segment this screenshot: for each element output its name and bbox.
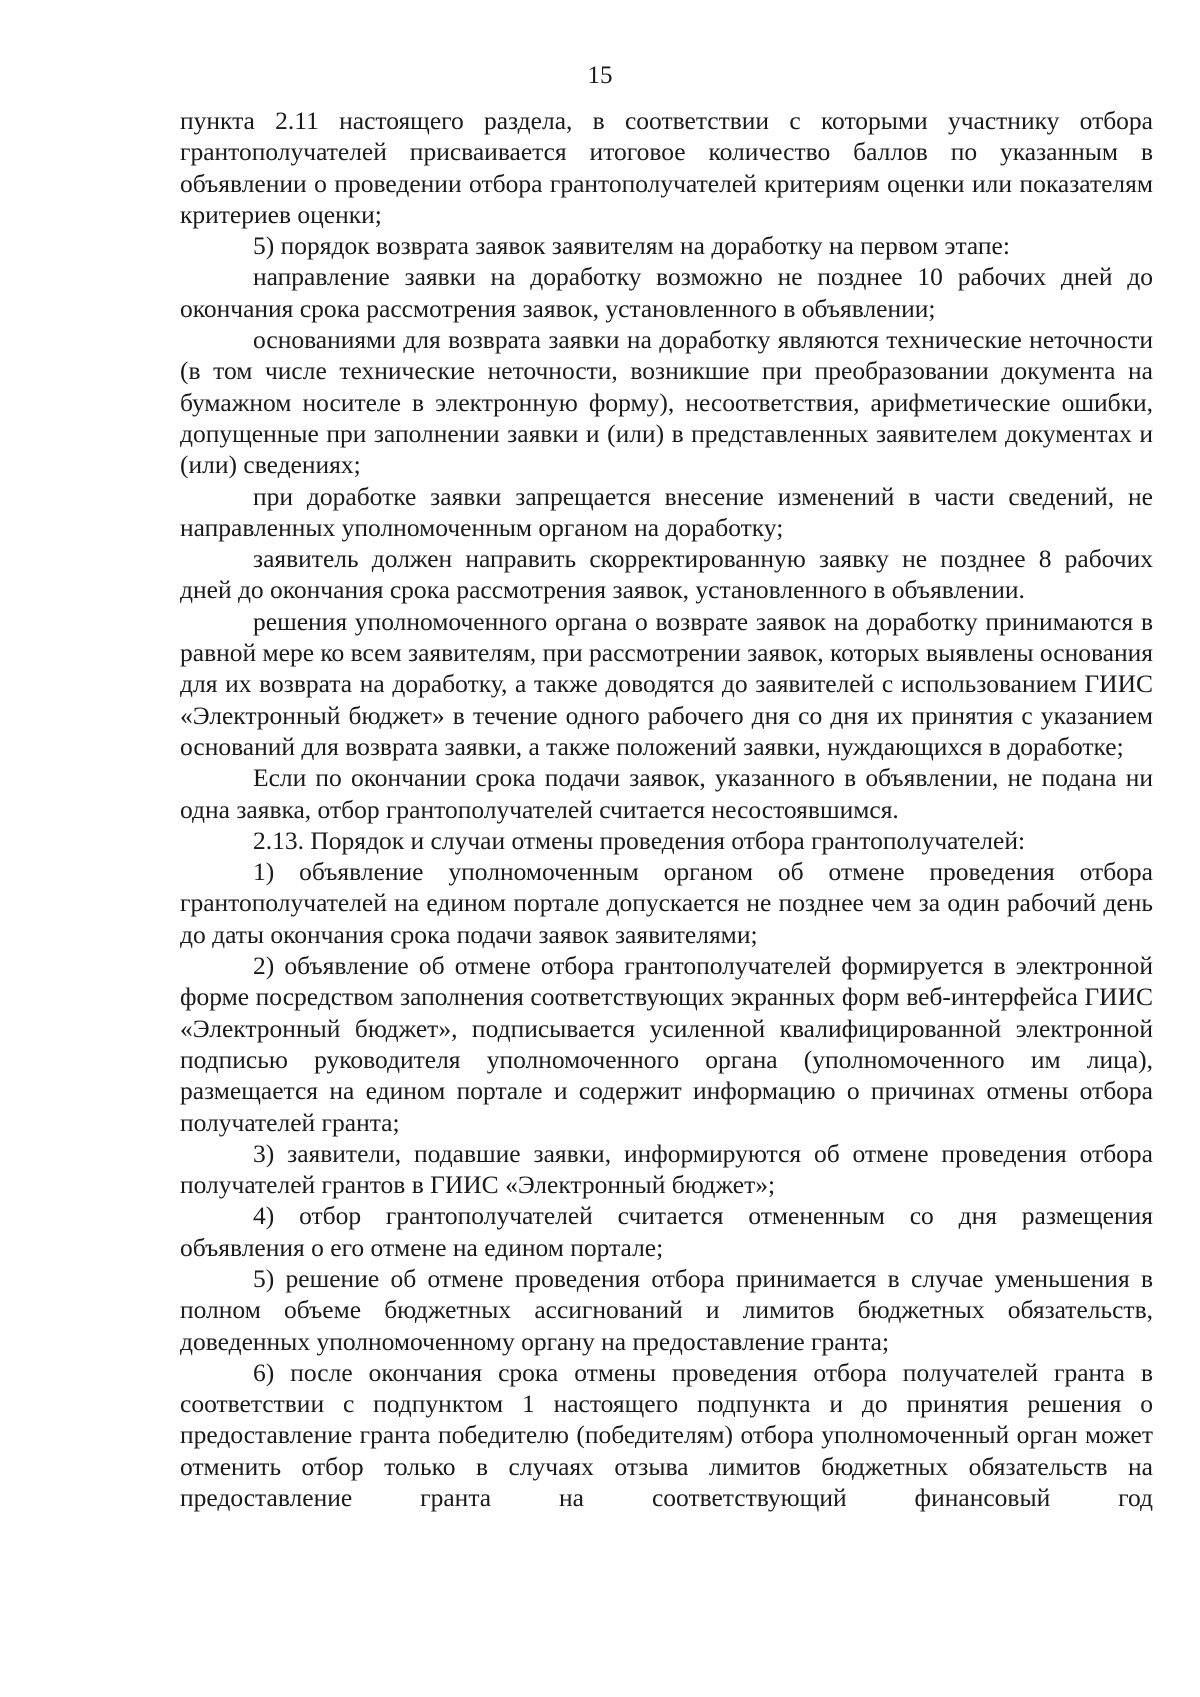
paragraph-cancellation-4: 4) отбор грантополучателей считается отмененным со дня размещения объявления о его отмене на едином портале; — [180, 1201, 1153, 1262]
paragraph-resubmission-deadline: заявитель должен направить скорректированную заявку не позднее 8 рабочих дней до окончания срока рассмотрения заявок, установленного в объявлении. — [180, 544, 1153, 605]
document-body — [180, 105, 1153, 1513]
paragraph-return-grounds: основаниями для возврата заявки на доработку являются технические неточности (в том числе технические неточности, возникшие при преобразовании документа на бумажном носителе в электронную форму), несоответствия, арифметические ошибки, допущенные при заполнении заявки и (или) в представленных заявителем документах и (или) сведениях; — [180, 325, 1153, 480]
section-heading-2-13: 2.13. Порядок и случаи отмены проведения отбора грантополучателей: — [253, 825, 1026, 855]
paragraph-cancellation-5: 5) решение об отмене проведения отбора принимается в случае уменьшения в полном объеме бюджетных ассигнований и лимитов бюджетных обязательств, доведенных уполномоченному органу на предоставление гранта; — [180, 1263, 1153, 1356]
paragraph-return-procedure: 5) порядок возврата заявок заявителям на доработку на первом этапе: — [253, 231, 1010, 261]
paragraph-return-deadline: направление заявки на доработку возможно не позднее 10 рабочих дней до окончания срока рассмотрения заявок, установленного в объявлении; — [180, 262, 1153, 323]
paragraph-return-decisions: решения уполномоченного органа о возврате заявок на доработку принимаются в равной мере ко всем заявителям, при рассмотрении заявок, которых выявлены основания для их возврата на доработку, а также доводятся до заявителей с использованием ГИИС «Электронный бюджет» в течение одного рабочего дня со дня их принятия с указанием оснований для возврата заявки, а также положений заявки, нуждающихся в доработке; — [180, 606, 1154, 761]
paragraph-revision-restriction: при доработке заявки запрещается внесение изменений в части сведений, не направленных уполномоченным органом на доработку; — [180, 481, 1153, 542]
paragraph-cancellation-6: 6) после окончания срока отмены проведения отбора получателей гранта в соответствии с подпунктом 1 настоящего подпункта и до принятия решения о предоставление гранта победителю (победителям) отбора уполномоченный орган может отменить отбор только в случаях отзыва лимитов бюджетных обязательств на предоставление гранта на соответствующий финансовый год — [180, 1357, 1153, 1513]
page-number: 15 — [587, 62, 613, 89]
paragraph-cancellation-2: 2) объявление об отмене отбора грантополучателей формируется в электронной форме посредством заполнения соответствующих экранных форм веб-интерфейса ГИИС «Электронный бюджет», подписывается усиленной квалифицированной электронной подписью руководителя уполномоченного органа (уполномоченного им лица), размещается на едином портале и содержит информацию о причинах отмены отбора получателей гранта; — [180, 951, 1153, 1137]
paragraph-cancellation-1: 1) объявление уполномоченным органом об отмене проведения отбора грантополучателей на едином портале допускается не позднее чем за один рабочий день до даты окончания срока подачи заявок заявителями; — [180, 857, 1153, 949]
paragraph-failed-selection: Если по окончании срока подачи заявок, указанного в объявлении, не подана ни одна заявка, отбор грантополучателей считается несостоявшимся. — [180, 763, 1153, 824]
paragraph-cancellation-3: 3) заявители, подавшие заявки, информируются об отмене проведения отбора получателей грантов в ГИИС «Электронный бюджет»; — [180, 1138, 1153, 1200]
paragraph-criteria-continuation: пункта 2.11 настоящего раздела, в соответствии с которыми участнику отбора грантополучателей присваивается итоговое количество баллов по указанным в объявлении о проведении отбора грантополучателей критериям оценки или показателям критериев оценки; — [180, 106, 1153, 229]
